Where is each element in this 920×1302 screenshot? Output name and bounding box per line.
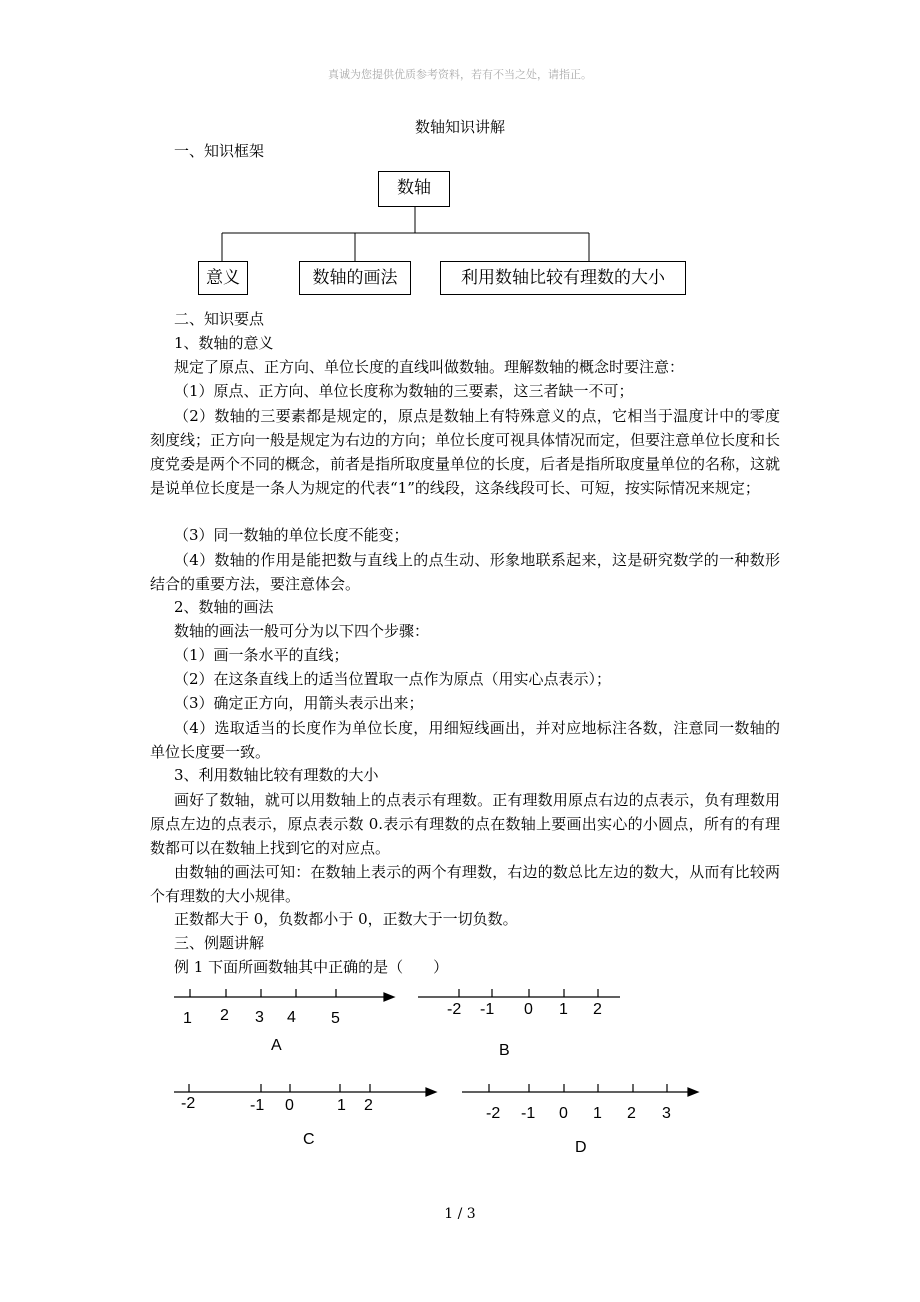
tree-root: 数轴 — [378, 171, 450, 207]
tree-child-drawing: 数轴的画法 — [299, 261, 411, 295]
section-heading-3: 三、例题讲解 — [174, 934, 265, 952]
subheading-3: 3、利用数轴比较有理数的大小 — [174, 766, 379, 784]
subheading-2: 2、数轴的画法 — [174, 598, 274, 616]
tree-child-compare: 利用数轴比较有理数的大小 — [440, 261, 686, 295]
subheading-1: 1、数轴的意义 — [174, 334, 274, 352]
list-item: （4）数轴的作用是能把数与直线上的点生动、形象地联系起来，这是研究数学的一种数形结合的重要方法，要注意体会。 — [150, 551, 780, 593]
tick-label: 3 — [255, 1009, 264, 1026]
tick-label: -2 — [486, 1105, 501, 1122]
list-item: （3）同一数轴的单位长度不能变； — [174, 526, 409, 544]
option-letter-d: D — [575, 1139, 587, 1156]
tick-label: -2 — [447, 1001, 462, 1018]
tick-label: -1 — [480, 1001, 495, 1018]
tick-label: 2 — [364, 1097, 373, 1114]
tree-child-meaning: 意义 — [198, 261, 248, 295]
tick-label: 2 — [627, 1105, 636, 1122]
section-heading-1: 一、知识框架 — [174, 142, 265, 160]
option-letter-b: B — [499, 1042, 510, 1059]
paragraph: 画好了数轴，就可以用数轴上的点表示有理数。正有理数用原点右边的点表示，负有理数用原点左边的点表示，原点表示数 0.表示有理数的点在数轴上要画出实心的小圆点，所有的有理数都可以在数轴上找到它的对应点。 — [150, 791, 780, 857]
paragraph: 数轴的画法一般可分为以下四个步骤： — [174, 622, 430, 640]
tick-label: 3 — [662, 1105, 671, 1122]
tick-label: -1 — [250, 1097, 265, 1114]
paragraph: 由数轴的画法可知：在数轴上表示的两个有理数，右边的数总比左边的数大，从而有比较两个有理数的大小规律。 — [150, 863, 780, 905]
arrow-head-a — [384, 993, 394, 1001]
tick-label: 2 — [593, 1001, 602, 1018]
paragraph: 规定了原点、正方向、单位长度的直线叫做数轴。理解数轴的概念时要注意： — [174, 358, 685, 376]
list-item: （1）原点、正方向、单位长度称为数轴的三要素，这三者缺一不可； — [174, 382, 634, 400]
header-note: 真诚为您提供优质参考资料，若有不当之处，请指正。 — [328, 68, 592, 81]
list-item: （2）在这条直线上的适当位置取一点作为原点（用实心点表示）； — [174, 670, 612, 688]
list-item: （4）选取适当的长度作为单位长度，用细短线画出，并对应地标注各数，注意同一数轴的单位长度要一致。 — [150, 719, 780, 761]
tick-label: 1 — [559, 1001, 568, 1018]
tick-label: 5 — [331, 1010, 340, 1027]
list-item: （2）数轴的三要素都是规定的，原点是数轴上有特殊意义的点，它相当于温度计中的零度刻度线；正方向一般是规定为右边的方向；单位长度可视具体情况而定，但要注意单位长度和长度党委是两个不同的概念，前者是指所取度量单位的长度，后者是指所取度量单位的名称，这就是说单位长度是一条人为规定的代表“1”的线段，这条线段可长、可短，按实际情况来规定； — [150, 407, 781, 497]
page-number: 1 / 3 — [444, 1206, 476, 1222]
tick-label: 0 — [559, 1105, 568, 1122]
list-item: （1）画一条水平的直线； — [174, 646, 349, 664]
paragraph: 正数都大于 0，负数都小于 0，正数大于一切负数。 — [174, 910, 518, 928]
tick-label: 1 — [337, 1097, 346, 1114]
tick-label: -1 — [521, 1105, 536, 1122]
arrow-head-c — [426, 1088, 436, 1096]
section-heading-2: 二、知识要点 — [174, 310, 265, 328]
tick-label: 0 — [524, 1001, 533, 1018]
tick-label: 0 — [285, 1097, 294, 1114]
tick-label: 4 — [287, 1009, 296, 1026]
arrow-head-d — [688, 1088, 698, 1096]
page-title: 数轴知识讲解 — [414, 118, 505, 136]
list-item: （3）确定正方向，用箭头表示出来； — [174, 694, 424, 712]
option-letter-c: C — [303, 1131, 315, 1148]
tick-label: -2 — [181, 1095, 196, 1112]
option-letter-a: A — [271, 1037, 282, 1054]
example-question: 例 1 下面所画数轴其中正确的是（ ） — [174, 958, 449, 976]
tick-label: 1 — [183, 1010, 192, 1027]
tick-label: 2 — [220, 1007, 229, 1024]
tick-label: 1 — [593, 1105, 602, 1122]
